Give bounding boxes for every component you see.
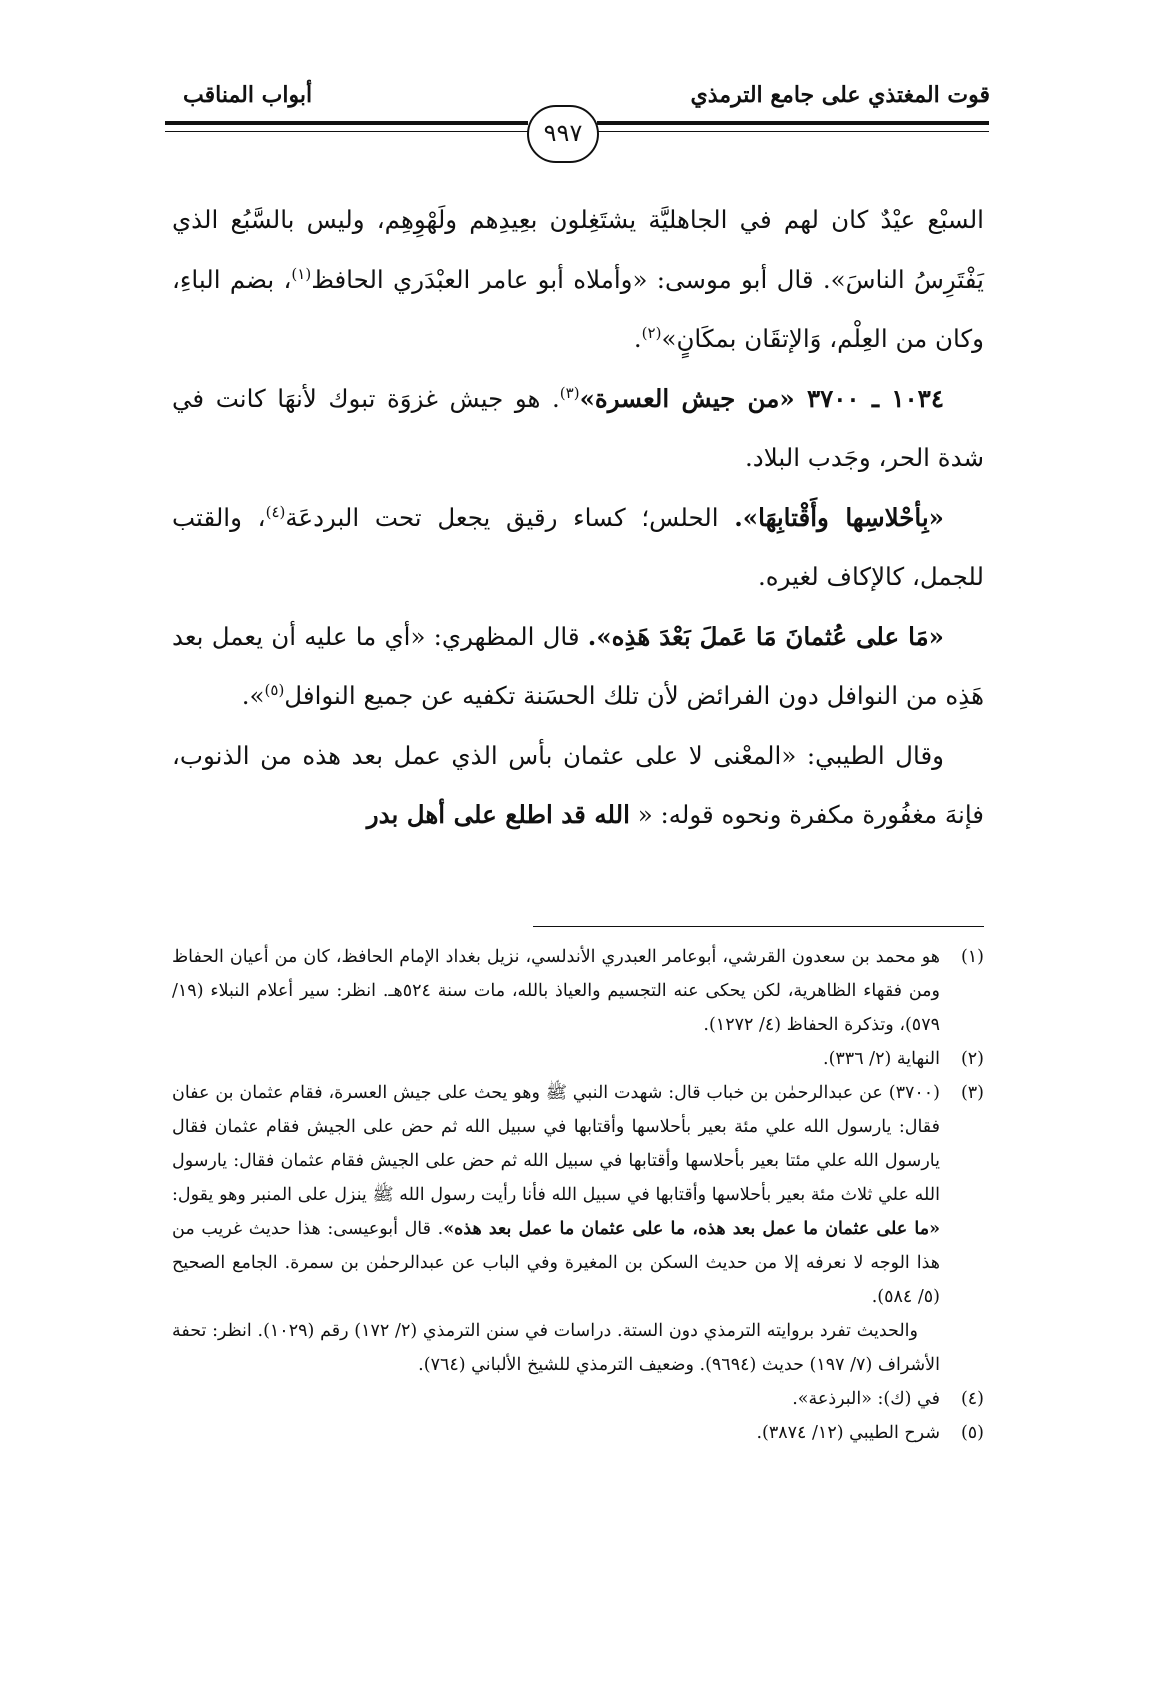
footnote	[172, 1382, 984, 1416]
footnote-ref: (٣)	[559, 383, 580, 402]
footnote-text: في (ك): «البرذعة».	[792, 1389, 940, 1409]
paragraph	[172, 488, 984, 607]
footnote	[172, 1076, 984, 1382]
header-rule-left-thin	[165, 131, 528, 132]
footnote-text: والحديث تفرد بروايته الترمذي دون الستة. دراسات في سنن الترمذي (٢/ ١٧٢) رقم (١٠٢٩). انظر: تحفة الأشراف (٧/ ١٩٧) حديث (٩٦٩٤). وضعيف الترمذي للشيخ الألباني (٧٦٤).	[172, 1321, 940, 1375]
footnote-number: (٤)	[960, 1389, 984, 1409]
footnote	[172, 1416, 984, 1450]
paragraph	[172, 607, 984, 726]
footnote-ref: (٤)	[265, 502, 286, 521]
paragraph	[172, 190, 984, 369]
footnote-number: (٢)	[960, 1049, 984, 1069]
footnote-number: (٥)	[960, 1423, 984, 1443]
quoted-phrase: «مَا على عُثمانَ مَا عَملَ بَعْدَ هَذِه».	[587, 621, 944, 651]
footnote-ref: (٥)	[264, 680, 285, 699]
footnote-text	[172, 1076, 940, 1314]
paragraph-text: وقال الطيبي: «المعْنى لا على عثمان بأس الذي عمل بعد هذه من الذنوب، فإنهَ مغفُورة مكفرة ونحوه قوله: «	[172, 740, 984, 829]
footnote-hadith-quote: «ما على عثمان ما عمل بعد هذه، ما على عثمان ما عمل بعد هذه»	[443, 1219, 941, 1239]
footnote	[172, 940, 984, 1042]
footnote-number: (١)	[960, 947, 984, 967]
footnote-ref: (١)	[291, 264, 312, 283]
footnote-separator	[533, 926, 984, 927]
paragraph-text: .	[633, 324, 642, 353]
chapter-title: أبواب المناقب	[183, 82, 313, 108]
footnote	[172, 1042, 984, 1076]
footnote-text-part: (٣٧٠٠) عن عبدالرحمٰن بن خباب قال: شهدت النبي ﷺ وهو يحث على جيش العسرة، فقام عثمان بن عفان فقال: يارسول الله علي مئة بعير بأحلاسها وأقتابها في سبيل الله ثم حض على الجيش فقام عثمان فقال يارسول الله علي مئتا بعير بأحلاسها وأقتابها في سبيل الله ثم حض على الجيش فقام عثمان فقال: يارسول الله علي ثلاث مئة بعير بأحلاسها وأقتابها في سبيل الله فأنا رأيت رسول الله ﷺ ينزل على المنبر وهو يقول:	[172, 1083, 940, 1205]
paragraph	[172, 726, 984, 845]
quoted-phrase: «بِأحْلاسِها وأَقْتابِهَا».	[734, 502, 944, 532]
paragraph-text: قال المظهري: «أي ما عليه أن يعمل بعد هَذِه من النوافل دون الفرائض لأن تلك الحسَنة تكفيه عن جميع النوافل	[172, 621, 984, 710]
footnote-number: (٣)	[960, 1083, 984, 1103]
page-number: ٩٩٧	[527, 105, 599, 163]
book-title: قوت المغتذي على جامع الترمذي	[690, 82, 990, 108]
paragraph-text: ».	[241, 681, 265, 710]
header-rule-right	[597, 121, 989, 125]
footnote-text: النهاية (٢/ ٣٣٦).	[823, 1049, 940, 1069]
hadith-heading: ١٠٣٤ ـ ٣٧٠٠ «من جيش العسرة»	[579, 383, 944, 413]
footnote-text: هو محمد بن سعدون القرشي، أبوعامر العبدري الأندلسي، نزيل بغداد الإمام الحافظ، كان من أعيان الحفاظ ومن فقهاء الظاهرية، لكن يحكى عنه التجسيم والعياذ بالله، مات سنة ٥٢٤هـ. انظر: سير أعلام النبلاء (١٩/ ٥٧٩)، وتذكرة الحفاظ (٤/ ١٢٧٢).	[172, 947, 940, 1035]
paragraph-text: الحلس؛ كساء رقيق يجعل تحت البردعَة	[285, 502, 735, 532]
header-rule-right-thin	[597, 131, 989, 132]
paragraph-text: . هو جيش غزوَة تبوك لأنهَا كانت في شدة الحر، وجَدب البلاد.	[172, 383, 984, 472]
header-rule-left	[165, 121, 528, 125]
quoted-phrase: الله قد اطلع على أهل بدر	[366, 800, 630, 829]
paragraph	[172, 369, 984, 488]
footnote-text-part: . قال أبوعيسى: هذا حديث غريب من هذا الوجه لا نعرفه إلا من حديث السكن بن المغيرة وفي الباب عن عبدالرحمٰن بن سمرة. الجامع الصحيح (٥/ ٥٨٤).	[172, 1219, 940, 1307]
footnote-ref: (٢)	[641, 323, 662, 342]
paragraph-text: ، بضم الباءِ، وكان من العِلْم، وَالإتقَان بمكَانٍ»	[172, 264, 984, 353]
footnote-text: شرح الطيبي (١٢/ ٣٨٧٤).	[756, 1423, 940, 1443]
paragraph-text: ، والقتب للجمل، كالإكاف لغيره.	[172, 502, 984, 591]
footnotes	[172, 940, 984, 1450]
paragraph-text: السبْع عيْدٌ كان لهم في الجاهليَّة يشتَغِلون بعِيدِهم ولَهْوِهِم، وليس بالسَّبُع الذي يَفْتَرِسُ الناسَ». قال أبو موسى: «وأملاه أبو عامر العبْدَري الحافظ	[172, 205, 984, 294]
main-text	[172, 190, 984, 845]
